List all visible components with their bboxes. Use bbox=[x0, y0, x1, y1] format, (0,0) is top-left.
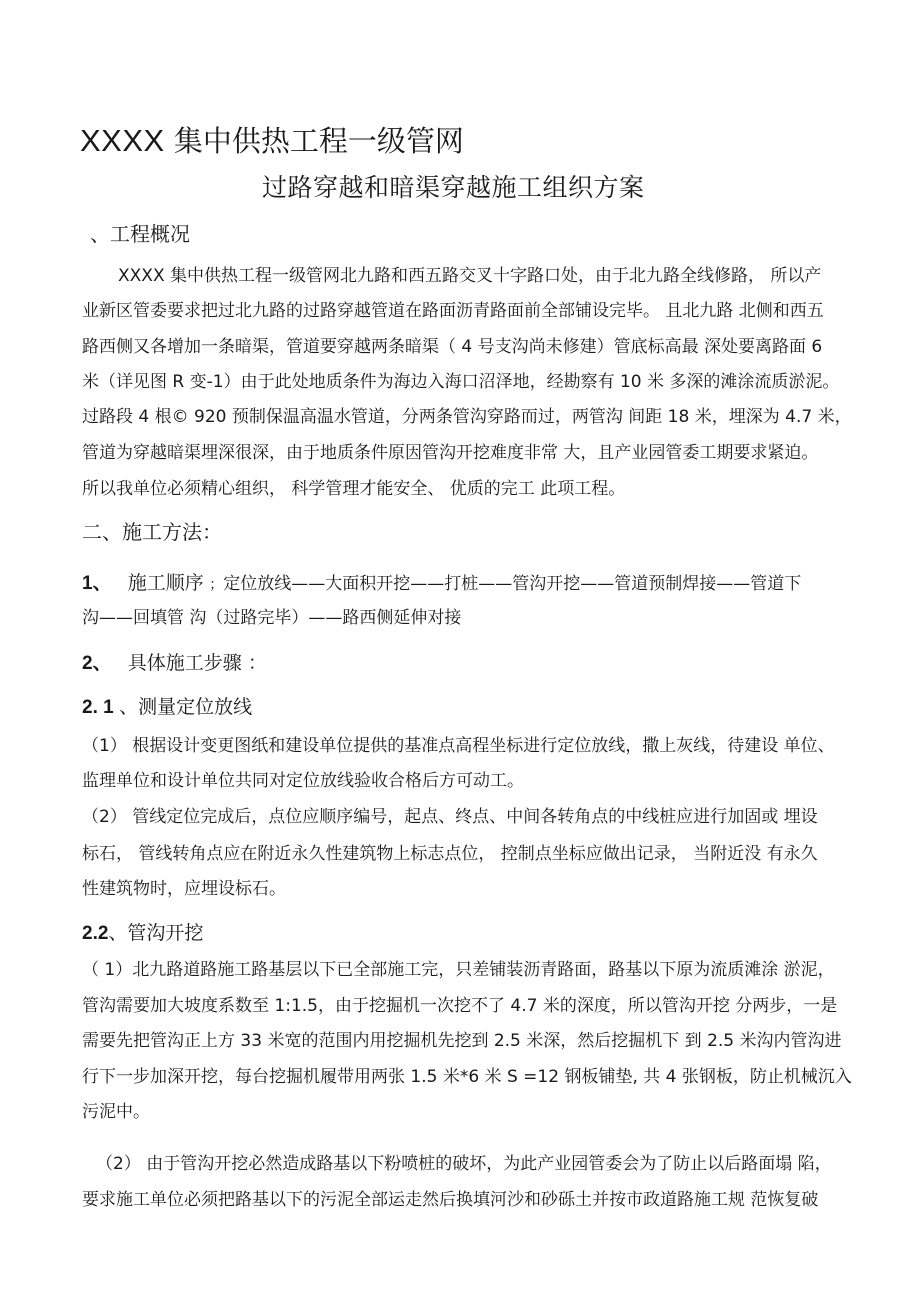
overview-line: 业新区管委要求把过北九路的过路穿越管道在路面沥青路面前全部铺设完毕。 且北九路 北侧和西五 bbox=[82, 301, 824, 321]
subsection-heading-2-1 bbox=[82, 694, 252, 721]
step2-heading bbox=[82, 650, 267, 677]
subsection-title: 、测量定位放线 bbox=[119, 696, 253, 718]
document-subtitle: 过路穿越和暗渠穿越施工组织方案 bbox=[262, 173, 645, 202]
paragraph-line: 性建筑物时，应埋设标石。 bbox=[82, 879, 286, 899]
step1-line bbox=[82, 570, 801, 597]
paragraph-line: 行下一步加深开挖，每台挖掘机履带用两张 1.5 米*6 米 S =12 钢板铺垫, 共 4 张钢板，防止机械沉入 bbox=[82, 1067, 852, 1087]
paragraph-line: 污泥中。 bbox=[82, 1102, 150, 1122]
step2-title: 具体施工步骤 ： bbox=[127, 652, 267, 674]
step2-number: 2、 bbox=[82, 653, 112, 674]
title-suffix: 集中供热工程一级管网 bbox=[164, 124, 464, 158]
paragraph-line: （ 1）北九路道路施工路基层以下已全部施工完，只差铺装沥青路面，路基以下原为流质滩涂 淤泥， bbox=[82, 960, 835, 980]
subsection-number: 2.2 bbox=[82, 923, 109, 944]
subsection-heading-2-2 bbox=[82, 920, 203, 947]
subsection-number: 2. 1 bbox=[82, 697, 114, 718]
paragraph-line: 管沟需要加大坡度系数至 1:1.5，由于挖掘机一次挖不了 4.7 米的深度，所以管沟开挖 分两步，一是 bbox=[82, 996, 838, 1016]
subsection-title: 、管沟开挖 bbox=[108, 922, 204, 944]
step1-title: 施工顺序 bbox=[127, 572, 204, 594]
step1-number: 1、 bbox=[82, 573, 112, 594]
paragraph-line: 标石， 管线转角点应在附近永久性建筑物上标志点位， 控制点坐标应做出记录， 当附近没 有永久 bbox=[82, 844, 818, 864]
overview-line: 路西侧又各增加一条暗渠，管道要穿越两条暗渠（ 4 号支沟尚未修建）管底标高最 深处要离路面 6 bbox=[82, 337, 823, 357]
paragraph-line: 要求施工单位必须把路基以下的污泥全部运走然后换填河沙和砂砾土并按市政道路施工规 范恢复破 bbox=[82, 1190, 819, 1210]
section-heading-method: 二、施工方法： bbox=[82, 520, 222, 544]
overview-line: 过路段 4 根© 920 预制保温高温水管道，分两条管沟穿路而过，两管沟 间距 18 米，埋深为 4.7 米， bbox=[82, 407, 852, 427]
step1-line-2: 沟——回填管 沟（过路完毕）——路西侧延伸对接 bbox=[82, 608, 462, 628]
overview-line: 米（详见图 R 变-1）由于此处地质条件为海边入海口沼泽地，经勘察有 10 米 多深的滩涂流质淤泥。 bbox=[82, 372, 840, 392]
section-heading-overview: 、工程概况 bbox=[90, 222, 190, 246]
overview-line: XXXX 集中供热工程一级管网北九路和西五路交叉十字路口处，由于北九路全线修路， 所以产 bbox=[118, 266, 822, 286]
step1-separator: ； bbox=[209, 577, 224, 593]
title-prefix: XXXX bbox=[80, 123, 165, 158]
paragraph-line: 需要先把管沟正上方 33 米宽的范围内用挖掘机先挖到 2.5 米深，然后挖掘机下 到 2.5 米沟内管沟进 bbox=[82, 1031, 842, 1051]
paragraph-line: （1） 根据设计变更图纸和建设单位提供的基准点高程坐标进行定位放线，撒上灰线，待建设 单位、 bbox=[82, 736, 835, 756]
overview-line: 管道为穿越暗渠埋深很深，由于地质条件原因管沟开挖难度非常 大，且产业园管委工期要求紧迫。 bbox=[82, 443, 819, 463]
paragraph-line: 监理单位和设计单位共同对定位放线验收合格后方可动工。 bbox=[82, 771, 524, 791]
overview-line: 所以我单位必须精心组织， 科学管理才能安全、 优质的完工 此项工程。 bbox=[82, 479, 626, 499]
paragraph-line: （2） 管线定位完成后，点位应顺序编号，起点、终点、中间各转角点的中线桩应进行加固或 埋设 bbox=[82, 807, 818, 827]
paragraph-line: （2） 由于管沟开挖必然造成路基以下粉喷桩的破坏，为此产业园管委会为了防止以后路面塌 陷， bbox=[96, 1154, 832, 1174]
step1-text: 定位放线——大面积开挖——打桩——管沟开挖——管道预制焊接——管道下 bbox=[223, 574, 802, 594]
document-title bbox=[80, 124, 464, 158]
